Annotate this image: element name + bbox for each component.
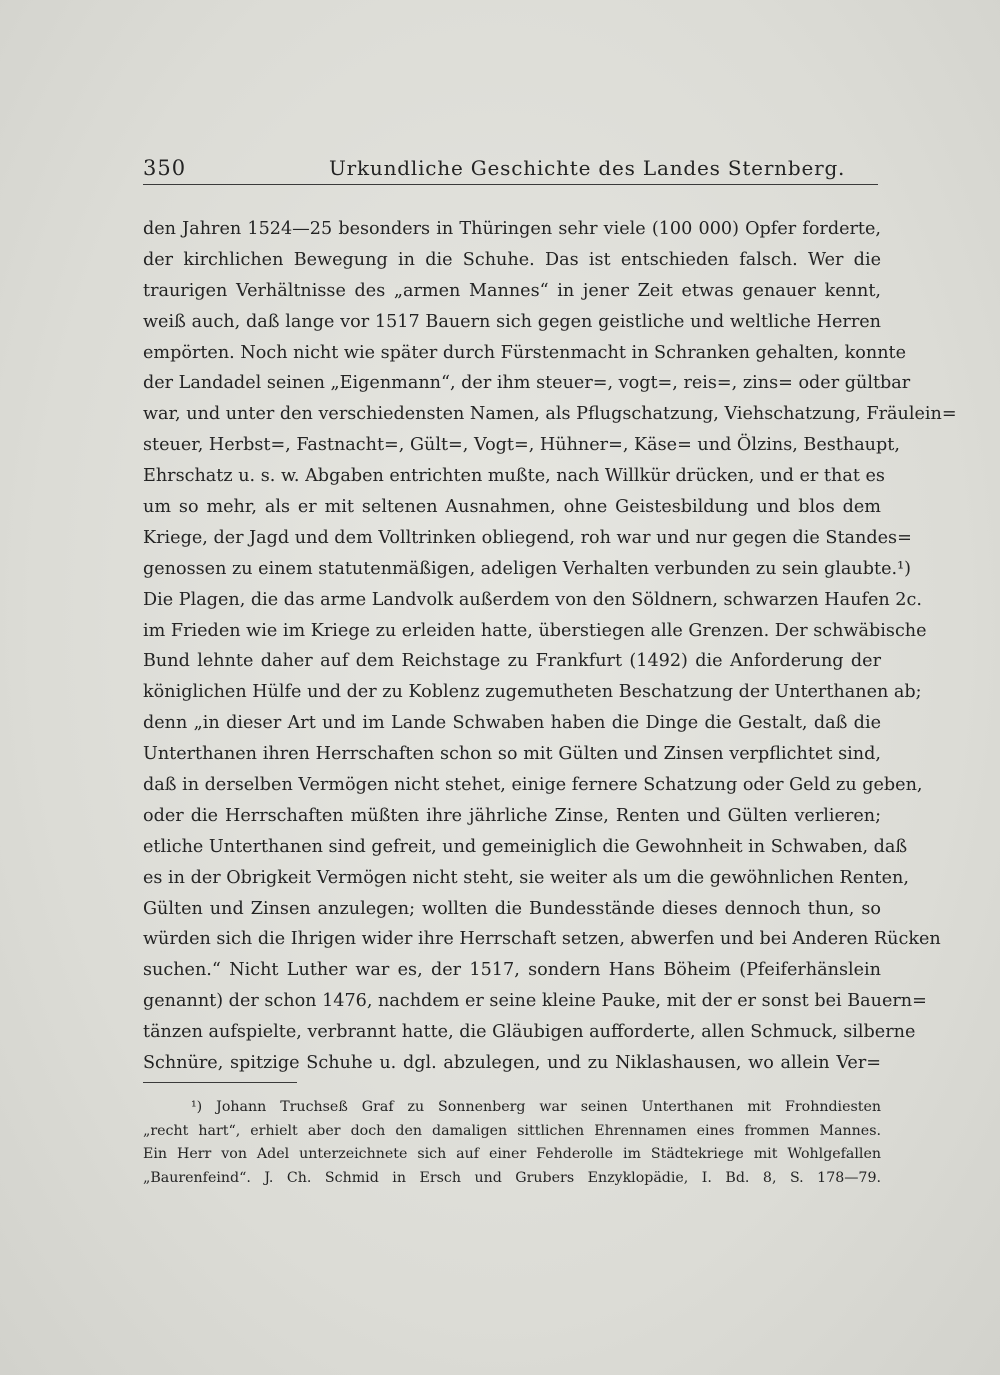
body-line: Gülten und Zinsen anzulegen; wollten die Bundesstände dieses dennoch thun, so — [143, 898, 881, 919]
body-text — [143, 214, 957, 1079]
body-line: Schnüre, spitzige Schuhe u. dgl. abzulegen, und zu Niklashausen, wo allein Ver= — [143, 1053, 881, 1074]
page-number: 350 — [143, 156, 187, 180]
body-line: war, und unter den verschiedensten Namen, als Pflugschatzung, Viehschatzung, Fräulein= — [143, 404, 957, 425]
body-line: der Landadel seinen „Eigenmann“, der ihm steuer=, vogt=, reis=, zins= oder gültbar — [143, 373, 911, 394]
body-line: Ehrschatz u. s. w. Abgaben entrichten mußte, nach Willkür drücken, und er that es — [143, 466, 885, 487]
body-line: es in der Obrigkeit Vermögen nicht steht, sie weiter als um die gewöhnlichen Renten, — [143, 867, 909, 888]
body-line: genossen zu einem statutenmäßigen, adeligen Verhalten verbunden zu sein glaubte.¹) — [143, 558, 911, 579]
body-line: Die Plagen, die das arme Landvolk außerdem von den Söldnern, schwarzen Haufen 2c. — [143, 589, 922, 610]
page-header — [143, 152, 878, 184]
body-line: denn „in dieser Art und im Lande Schwaben haben die Dinge die Gestalt, daß die — [143, 713, 881, 734]
footnote-rule — [143, 1082, 297, 1083]
body-line: der kirchlichen Bewegung in die Schuhe. Das ist entschieden falsch. Wer die — [143, 249, 881, 270]
body-line: genannt) der schon 1476, nachdem er seine kleine Pauke, mit der er sonst bei Bauern= — [143, 991, 927, 1012]
body-line: den Jahren 1524—25 besonders in Thüringen sehr viele (100 000) Opfer forderte, — [143, 219, 881, 239]
body-line: traurigen Verhältnisse des „armen Mannes“ in jener Zeit etwas genauer kennt, — [143, 280, 881, 301]
body-line: Bund lehnte daher auf dem Reichstage zu Frankfurt (1492) die Anforderung der — [143, 651, 881, 672]
footnote-line: Ein Herr von Adel unterzeichnete sich auf einer Fehderolle im Städtekriege mit Wohlgefallen — [143, 1146, 881, 1162]
running-title: Urkundliche Geschichte des Landes Sternberg. — [329, 156, 846, 180]
body-line: würden sich die Ihrigen wider ihre Herrschaft setzen, abwerfen und bei Anderen Rücken — [143, 929, 941, 950]
body-line: um so mehr, als er mit seltenen Ausnahmen, ohne Geistesbildung und blos dem — [143, 497, 881, 518]
body-line: Kriege, der Jagd und dem Volltrinken obliegend, roh war und nur gegen die Standes= — [143, 527, 912, 548]
body-line: empörten. Noch nicht wie später durch Fürstenmacht in Schranken gehalten, konnte — [143, 342, 907, 363]
body-line: etliche Unterthanen sind gefreit, und gemeiniglich die Gewohnheit in Schwaben, daß — [143, 836, 908, 857]
body-line: im Frieden wie im Kriege zu erleiden hatte, überstiegen alle Grenzen. Der schwäbische — [143, 620, 927, 641]
body-line: Unterthanen ihren Herrschaften schon so mit Gülten und Zinsen verpflichtet sind, — [143, 744, 881, 765]
body-line: tänzen aufspielte, verbrannt hatte, die Gläubigen aufforderte, allen Schmuck, silberne — [143, 1022, 916, 1043]
body-line: daß in derselben Vermögen nicht stehet, einige fernere Schatzung oder Geld zu geben, — [143, 775, 923, 796]
footnote-line: „recht hart“, erhielt aber doch den damaligen sittlichen Ehrennamen eines frommen Mannes. — [143, 1122, 881, 1139]
footnote-line: „Baurenfeind“. J. Ch. Schmid in Ersch und Grubers Enzyklopädie, I. Bd. 8, S. 178—79. — [143, 1169, 881, 1186]
footnotes — [143, 1096, 881, 1190]
body-line: steuer, Herbst=, Fastnacht=, Gült=, Vogt=, Hühner=, Käse= und Ölzins, Besthaupt, — [143, 435, 900, 456]
header-rule — [143, 184, 878, 185]
footnote-line: ¹) Johann Truchseß Graf zu Sonnenberg war seinen Unterthanen mit Frohndiesten — [191, 1099, 881, 1115]
body-line: oder die Herrschaften müßten ihre jährliche Zinse, Renten und Gülten verlieren; — [143, 805, 881, 826]
body-line: suchen.“ Nicht Luther war es, der 1517, sondern Hans Böheim (Pfeiferhänslein — [143, 960, 881, 981]
body-line: königlichen Hülfe und der zu Koblenz zugemutheten Beschatzung der Unterthanen ab; — [143, 682, 922, 703]
body-line: weiß auch, daß lange vor 1517 Bauern sich gegen geistliche und weltliche Herren — [143, 311, 881, 332]
